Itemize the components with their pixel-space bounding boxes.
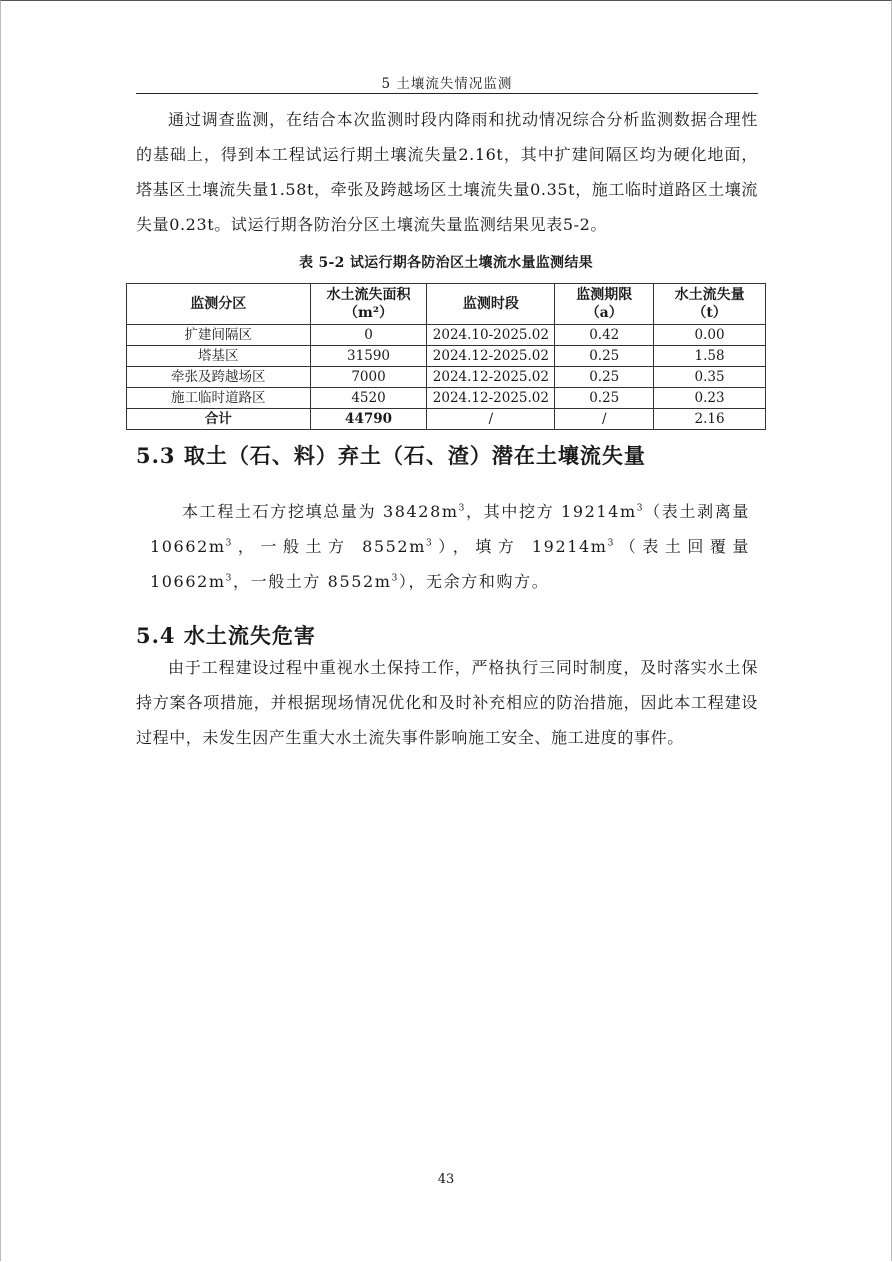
monitoring-results-table <box>126 283 766 430</box>
cell-years: 0.25 <box>555 388 654 409</box>
superscript-3: 3 <box>607 538 615 549</box>
superscript-3: 3 <box>636 503 645 514</box>
section-5-3-heading: 5.3 取土（石、料）弃土（石、渣）潜在土壤流失量 <box>136 443 646 468</box>
header-years-unit: （a） <box>585 305 623 321</box>
table-row <box>127 367 766 388</box>
cell-area: 7000 <box>310 367 427 388</box>
earthwork-text-f: （表土回覆量 10662m <box>150 537 750 591</box>
cell-period: 2024.12-2025.02 <box>427 346 555 367</box>
cell-years: 0.25 <box>555 346 654 367</box>
earthwork-text-b: ，其中挖方 19214m <box>465 502 637 521</box>
header-loss-unit: （t） <box>692 305 727 321</box>
table-total-row <box>127 409 766 430</box>
cell-loss: 1.58 <box>654 346 766 367</box>
cell-loss: 0.00 <box>654 325 766 346</box>
cell-years: 0.42 <box>555 325 654 346</box>
table-row <box>127 388 766 409</box>
earthwork-text-e: ），填方 19214m <box>433 537 608 556</box>
cell-zone: 扩建间隔区 <box>127 325 311 346</box>
cell-years: 0.25 <box>555 367 654 388</box>
total-years: / <box>555 409 654 430</box>
section-5-2-paragraph: 通过调查监测，在结合本次监测时段内降雨和扰动情况综合分析监测数据合理性的基础上，得到本工程试运行期土壤流失量2.16t，其中扩建间隔区均为硬化地面，塔基区土壤流失量1.58t，牵张及跨越场区土壤流失量0.35t，施工临时道路区土壤流失量0.23t。试运行期各防治分区土壤流失量监测结果见表5-2。 <box>136 110 758 234</box>
header-area-title: 水土流失面积 <box>326 287 411 303</box>
cell-period: 2024.12-2025.02 <box>427 367 555 388</box>
table-row <box>127 325 766 346</box>
table-caption: 表 5-2 试运行期各防治区土壤流水量监测结果 <box>299 255 593 271</box>
total-label: 合计 <box>127 409 311 430</box>
superscript-3: 3 <box>391 573 399 584</box>
cell-loss: 0.23 <box>654 388 766 409</box>
header-area <box>310 284 427 325</box>
header-period: 监测时段 <box>427 284 555 325</box>
superscript-3: 3 <box>225 573 233 584</box>
table-header-row <box>127 284 766 325</box>
cell-zone: 牵张及跨越场区 <box>127 367 311 388</box>
header-loss-title: 水土流失量 <box>674 287 745 303</box>
section-5-3-paragraph <box>150 494 750 599</box>
cell-zone: 施工临时道路区 <box>127 388 311 409</box>
superscript-3: 3 <box>458 503 466 514</box>
total-area: 44790 <box>310 409 427 430</box>
earthwork-text-h: ），无余方和购方。 <box>398 572 550 591</box>
header-zone: 监测分区 <box>127 284 311 325</box>
superscript-3: 3 <box>225 538 233 549</box>
total-period: / <box>427 409 555 430</box>
superscript-3: 3 <box>425 538 434 549</box>
cell-area: 4520 <box>310 388 427 409</box>
header-loss <box>654 284 766 325</box>
total-loss: 2.16 <box>654 409 766 430</box>
earthwork-text-g: ，一般土方 8552m <box>233 572 392 591</box>
cell-area: 31590 <box>310 346 427 367</box>
header-rule <box>136 93 758 94</box>
cell-area: 0 <box>310 325 427 346</box>
earthwork-text-c: （表土剥离量 10662m <box>150 502 750 556</box>
cell-loss: 0.35 <box>654 367 766 388</box>
section-5-4-paragraph: 由于工程建设过程中重视水土保持工作，严格执行三同时制度，及时落实水土保持方案各项措施，并根据现场情况优化和及时补充相应的防治措施，因此本工程建设过程中，未发生因产生重大水土流失事件影响施工安全、施工进度的事件。 <box>136 658 758 747</box>
cell-period: 2024.10-2025.02 <box>427 325 555 346</box>
section-5-4-heading: 5.4 水土流失危害 <box>136 623 316 648</box>
earthwork-text-a: 本工程土石方挖填总量为 38428m <box>182 502 459 521</box>
earthwork-text-d: ，一般土方 8552m <box>233 537 426 556</box>
running-header: 5 土壤流失情况监测 <box>381 76 513 92</box>
page-number: 43 <box>437 1172 455 1187</box>
header-area-unit: （m²） <box>344 305 393 321</box>
cell-period: 2024.12-2025.02 <box>427 388 555 409</box>
header-years-title: 监测期限 <box>576 287 633 303</box>
cell-zone: 塔基区 <box>127 346 311 367</box>
table-row <box>127 346 766 367</box>
header-years <box>555 284 654 325</box>
